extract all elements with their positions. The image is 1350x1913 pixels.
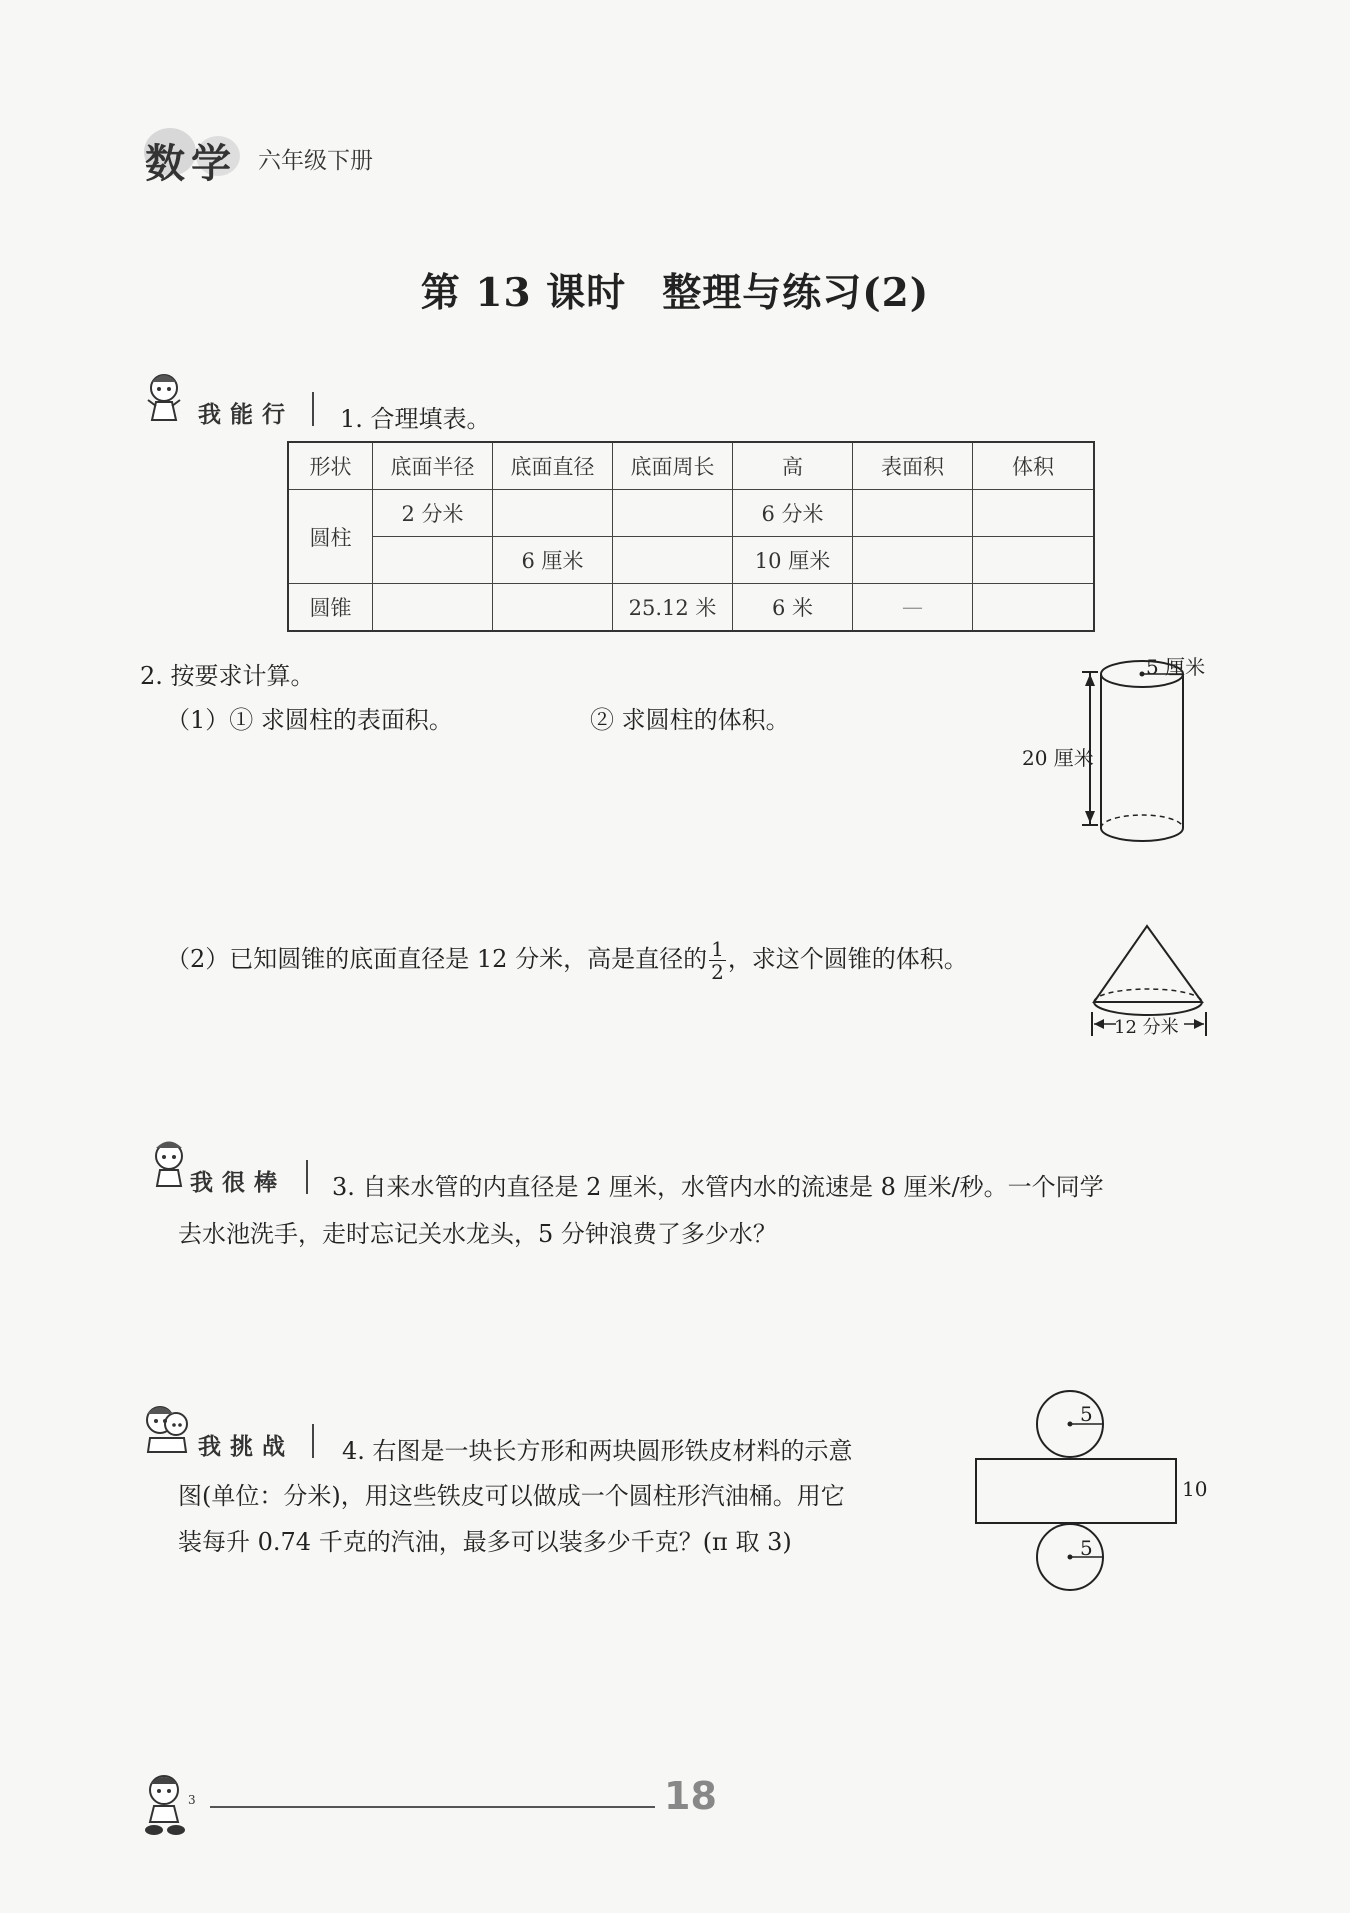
table-row	[288, 584, 1094, 632]
table-cell[interactable]: 6 分米	[733, 490, 853, 537]
table-header: 形状	[288, 442, 373, 490]
fill-table	[287, 441, 1095, 632]
cylinder-height-label: 20 厘米	[1022, 746, 1094, 770]
table-cell[interactable]	[853, 490, 973, 537]
table-cell[interactable]	[613, 537, 733, 584]
table-cell[interactable]	[613, 490, 733, 537]
q2-prompt: 2. 按要求计算。	[140, 662, 315, 690]
q2-part1-a: （1）① 求圆柱的表面积。	[166, 706, 453, 734]
table-header: 底面直径	[493, 442, 613, 490]
q1-prompt: 1. 合理填表。	[340, 405, 491, 433]
table-header: 底面半径	[373, 442, 493, 490]
section-badge-2: 我很棒	[190, 1170, 286, 1196]
q4-line1: 4. 右图是一块长方形和两块圆形铁皮材料的示意	[342, 1437, 853, 1465]
table-cell[interactable]	[973, 537, 1095, 584]
cone-diameter-label: 12 分米	[1114, 1017, 1179, 1038]
table-cell[interactable]	[973, 490, 1095, 537]
mascot-icon	[142, 370, 188, 428]
q2-part2	[166, 938, 968, 983]
table-cell-shape: 圆柱	[288, 490, 373, 584]
svg-text:3: 3	[188, 1793, 196, 1807]
q3-line1: 3. 自来水管的内直径是 2 厘米，水管内水的流速是 8 厘米/秒。一个同学	[332, 1173, 1104, 1201]
table-header: 高	[733, 442, 853, 490]
cylinder-radius-label: 5 厘米	[1146, 655, 1206, 679]
q4-line3: 装每升 0.74 千克的汽油，最多可以装多少千克？(π 取 3)	[178, 1528, 792, 1556]
table-cell[interactable]: 6 米	[733, 584, 853, 632]
top-circle-radius: 5	[1080, 1402, 1093, 1426]
table-cell[interactable]	[373, 537, 493, 584]
table-header-row	[288, 442, 1094, 490]
badge-divider	[312, 392, 314, 426]
footer-mascot-icon	[134, 1772, 204, 1842]
fraction-denominator: 2	[711, 960, 724, 984]
table-cell[interactable]	[373, 584, 493, 632]
page-title	[0, 262, 1350, 318]
table-cell[interactable]	[973, 584, 1095, 632]
table-cell-shape: 圆锥	[288, 584, 373, 632]
table-cell[interactable]	[493, 584, 613, 632]
bottom-circle-radius: 5	[1080, 1536, 1093, 1560]
table-cell[interactable]: 2 分米	[373, 490, 493, 537]
mascot-icon	[145, 1138, 193, 1194]
footer-rule	[210, 1806, 655, 1808]
table-cell[interactable]	[853, 537, 973, 584]
fraction-numerator: 1	[711, 937, 724, 961]
q4-line2: 图(单位：分米)，用这些铁皮可以做成一个圆柱形汽油桶。用它	[178, 1482, 845, 1510]
q2-part2-text-end: ，求这个圆锥的体积。	[727, 945, 968, 973]
subject-label: 数学	[145, 141, 237, 187]
section-badge-1: 我能行	[198, 402, 294, 428]
table-header: 底面周长	[613, 442, 733, 490]
table-cell[interactable]: 6 厘米	[493, 537, 613, 584]
table-row	[288, 537, 1094, 584]
table-cell[interactable]: 25.12 米	[613, 584, 733, 632]
table-cell[interactable]: 10 厘米	[733, 537, 853, 584]
q2-part2-text: （2）已知圆锥的底面直径是 12 分米，高是直径的	[166, 945, 708, 973]
table-cell[interactable]: —	[853, 584, 973, 632]
table-header: 体积	[973, 442, 1095, 490]
fraction	[709, 938, 726, 983]
mascot-icon	[140, 1400, 192, 1460]
badge-divider	[306, 1160, 308, 1194]
rectangle-height: 10	[1182, 1477, 1208, 1501]
section-badge-3: 我挑战	[198, 1434, 294, 1460]
q3-line2: 去水池洗手，走时忘记关水龙头，5 分钟浪费了多少水？	[178, 1220, 777, 1248]
table-row	[288, 490, 1094, 537]
page-number: 18	[664, 1774, 717, 1818]
lesson-number: 第 13 课时	[420, 270, 627, 316]
grade-label: 六年级下册	[258, 148, 373, 174]
lesson-topic: 整理与练习(2)	[662, 270, 930, 316]
table-header: 表面积	[853, 442, 973, 490]
q2-part1-b: ② 求圆柱的体积。	[590, 706, 790, 734]
table-cell[interactable]	[493, 490, 613, 537]
badge-divider	[312, 1424, 314, 1458]
